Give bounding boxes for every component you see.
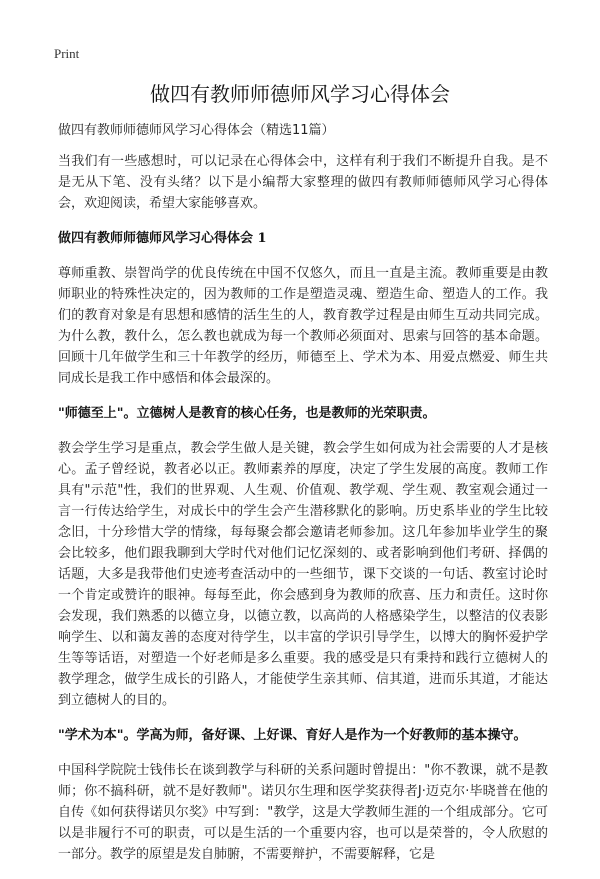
heading-scholarship: "学术为本"。学高为师，备好课、上好课、育好人是作为一个好教师的基本操守。 <box>58 728 527 743</box>
print-link[interactable]: Print <box>54 46 80 61</box>
paragraph-3: 中国科学院院士钱伟长在谈到教学与科研的关系问题时曾提出："你不教课，就不是教师；你不搞科研，就不是好教师"。诺贝尔生理和医学奖获得者J·迈克尔·毕晓普在他的自传《如何获得诺贝尔奖》中写到："教学，这是大学教师生涯的一个组成部分。它可以是非履行不可的职责，可以是生活的一个重要内容，也可以是荣誉的，令人欣慰的一部分。教学的原望是发自肺腑，不需要辩护，不需要解释，它是 <box>58 763 548 862</box>
intro-paragraph: 当我们有一些感想时，可以记录在心得体会中，这样有利于我们不断提升自我。是不是无从下笔、没有头绪？以下是小编帮大家整理的做四有教师师德师风学习心得体会，欢迎阅读，希望大家能够喜欢。 <box>58 154 548 211</box>
section-heading: 做四有教师师德师风学习心得体会 1 <box>58 231 267 246</box>
article-body <box>58 120 548 879</box>
paragraph-1: 尊师重教、崇智尚学的优良传统在中国不仅悠久，而且一直是主流。教师重要是由教师职业的特殊性决定的，因为教师的工作是塑造灵魂、塑造生命、塑造人的工作。我们的教育对象是有思想和感情的活生生的人，教育教学过程是由师生互动共同完成。为什么教，教什么，怎么教也就成为每一个教师必须面对、思索与回答的基本命题。回顾十几年做学生和三十年教学的经历，师德至上、学术为本、用爱点燃爱、师生共同成长是我工作中感悟和体会最深的。 <box>58 266 548 386</box>
page-title: 做四有教师师德师风学习心得体会 <box>150 82 450 106</box>
heading-ethics: "师德至上"。立德树人是教育的核心任务，也是教师的光荣职责。 <box>58 406 436 421</box>
subtitle: 做四有教师师德师风学习心得体会（精选11篇） <box>58 123 335 138</box>
paragraph-2: 教会学生学习是重点，教会学生做人是关键，教会学生如何成为社会需要的人才是核心。孟子曾经说，教者必以正。教师素养的厚度，决定了学生发展的高度。教师工作具有"示范"性，我们的世界观、人生观、价值观、教学观、学生观、教室观会通过一言一行传达给学生，对成长中的学生会产生潜移默化的影响。历史系毕业的学生比较念旧，十分珍惜大学的情缘，每每聚会都会邀请老师参加。这几年参加毕业学生的聚会比较多，他们跟我聊到大学时代对他们记忆深刻的、或者影响到他们考研、择偶的话题，大多是我带他们史迹考查活动中的一些细节，课下交谈的一句话、教室讨论时一个肯定或赞许的眼神。每每至此，你会感到身为教师的欣喜、压力和责任。这时你会发现，我们熟悉的以德立身，以德立教，以高尚的人格感染学生，以整洁的仪表影响学生、以和蔼友善的态度对待学生，以丰富的学识引导学生，以博大的胸怀爱护学生等等话语，对塑造一个好老师是多么重要。我的感受是只有秉持和践行立德树人的教学理念，做学生成长的引路人，才能使学生亲其师、信其道，进而乐其道，才能达到立德树人的目的。 <box>58 441 548 708</box>
